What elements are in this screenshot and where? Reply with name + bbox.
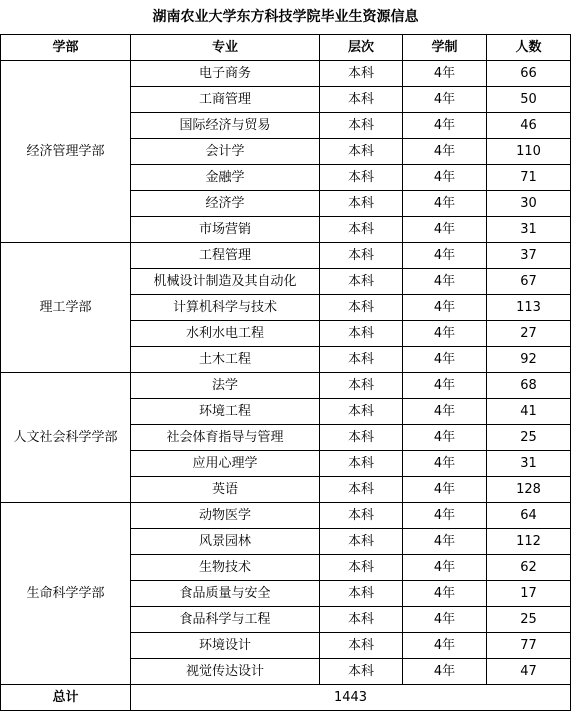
count-cell: 17: [487, 581, 571, 607]
total-row: [1, 685, 571, 711]
major-cell: 社会体育指导与管理: [131, 425, 320, 451]
count-cell: 25: [487, 425, 571, 451]
level-cell: 本科: [320, 529, 403, 555]
duration-cell: 4年: [403, 113, 487, 139]
count-cell: 110: [487, 139, 571, 165]
level-cell: 本科: [320, 373, 403, 399]
duration-cell: 4年: [403, 555, 487, 581]
level-cell: 本科: [320, 113, 403, 139]
duration-cell: 4年: [403, 269, 487, 295]
major-cell: 英语: [131, 477, 320, 503]
total-label: 总计: [1, 685, 131, 711]
duration-cell: 4年: [403, 87, 487, 113]
header-department: 学部: [1, 35, 131, 61]
count-cell: 41: [487, 399, 571, 425]
table-row: [1, 243, 571, 269]
count-cell: 113: [487, 295, 571, 321]
graduate-table: [0, 34, 571, 711]
level-cell: 本科: [320, 425, 403, 451]
major-cell: 水利水电工程: [131, 321, 320, 347]
department-cell: 人文社会科学学部: [1, 373, 131, 503]
duration-cell: 4年: [403, 61, 487, 87]
major-cell: 工程管理: [131, 243, 320, 269]
level-cell: 本科: [320, 191, 403, 217]
count-cell: 37: [487, 243, 571, 269]
duration-cell: 4年: [403, 529, 487, 555]
duration-cell: 4年: [403, 399, 487, 425]
level-cell: 本科: [320, 451, 403, 477]
count-cell: 67: [487, 269, 571, 295]
level-cell: 本科: [320, 295, 403, 321]
header-major: 专业: [131, 35, 320, 61]
duration-cell: 4年: [403, 633, 487, 659]
count-cell: 25: [487, 607, 571, 633]
major-cell: 国际经济与贸易: [131, 113, 320, 139]
level-cell: 本科: [320, 61, 403, 87]
department-cell: 生命科学学部: [1, 503, 131, 685]
header-level: 层次: [320, 35, 403, 61]
major-cell: 电子商务: [131, 61, 320, 87]
count-cell: 64: [487, 503, 571, 529]
level-cell: 本科: [320, 555, 403, 581]
table-row: [1, 503, 571, 529]
major-cell: 会计学: [131, 139, 320, 165]
header-duration: 学制: [403, 35, 487, 61]
count-cell: 128: [487, 477, 571, 503]
count-cell: 66: [487, 61, 571, 87]
major-cell: 应用心理学: [131, 451, 320, 477]
duration-cell: 4年: [403, 139, 487, 165]
major-cell: 工商管理: [131, 87, 320, 113]
duration-cell: 4年: [403, 451, 487, 477]
duration-cell: 4年: [403, 373, 487, 399]
duration-cell: 4年: [403, 425, 487, 451]
level-cell: 本科: [320, 347, 403, 373]
count-cell: 77: [487, 633, 571, 659]
count-cell: 46: [487, 113, 571, 139]
count-cell: 112: [487, 529, 571, 555]
level-cell: 本科: [320, 659, 403, 685]
major-cell: 法学: [131, 373, 320, 399]
duration-cell: 4年: [403, 165, 487, 191]
count-cell: 27: [487, 321, 571, 347]
level-cell: 本科: [320, 217, 403, 243]
major-cell: 视觉传达设计: [131, 659, 320, 685]
duration-cell: 4年: [403, 295, 487, 321]
count-cell: 47: [487, 659, 571, 685]
level-cell: 本科: [320, 607, 403, 633]
department-cell: 经济管理学部: [1, 61, 131, 243]
department-cell: 理工学部: [1, 243, 131, 373]
count-cell: 30: [487, 191, 571, 217]
level-cell: 本科: [320, 139, 403, 165]
duration-cell: 4年: [403, 581, 487, 607]
major-cell: 生物技术: [131, 555, 320, 581]
level-cell: 本科: [320, 165, 403, 191]
count-cell: 92: [487, 347, 571, 373]
level-cell: 本科: [320, 321, 403, 347]
level-cell: 本科: [320, 243, 403, 269]
table-body: [1, 61, 571, 685]
major-cell: 金融学: [131, 165, 320, 191]
count-cell: 71: [487, 165, 571, 191]
level-cell: 本科: [320, 87, 403, 113]
duration-cell: 4年: [403, 243, 487, 269]
major-cell: 风景园林: [131, 529, 320, 555]
major-cell: 环境工程: [131, 399, 320, 425]
level-cell: 本科: [320, 477, 403, 503]
duration-cell: 4年: [403, 477, 487, 503]
total-value: 1443: [131, 685, 571, 711]
major-cell: 食品质量与安全: [131, 581, 320, 607]
duration-cell: 4年: [403, 217, 487, 243]
level-cell: 本科: [320, 399, 403, 425]
level-cell: 本科: [320, 633, 403, 659]
duration-cell: 4年: [403, 347, 487, 373]
level-cell: 本科: [320, 503, 403, 529]
count-cell: 62: [487, 555, 571, 581]
count-cell: 31: [487, 217, 571, 243]
level-cell: 本科: [320, 269, 403, 295]
count-cell: 68: [487, 373, 571, 399]
major-cell: 机械设计制造及其自动化: [131, 269, 320, 295]
major-cell: 计算机科学与技术: [131, 295, 320, 321]
major-cell: 土木工程: [131, 347, 320, 373]
duration-cell: 4年: [403, 607, 487, 633]
duration-cell: 4年: [403, 503, 487, 529]
level-cell: 本科: [320, 581, 403, 607]
table-row: [1, 373, 571, 399]
page-title: 湖南农业大学东方科技学院毕业生资源信息: [152, 9, 419, 25]
major-cell: 食品科学与工程: [131, 607, 320, 633]
major-cell: 动物医学: [131, 503, 320, 529]
duration-cell: 4年: [403, 191, 487, 217]
duration-cell: 4年: [403, 659, 487, 685]
count-cell: 50: [487, 87, 571, 113]
count-cell: 31: [487, 451, 571, 477]
table-row: [1, 61, 571, 87]
header-count: 人数: [487, 35, 571, 61]
major-cell: 市场营销: [131, 217, 320, 243]
major-cell: 经济学: [131, 191, 320, 217]
header-row: [1, 35, 571, 61]
major-cell: 环境设计: [131, 633, 320, 659]
duration-cell: 4年: [403, 321, 487, 347]
